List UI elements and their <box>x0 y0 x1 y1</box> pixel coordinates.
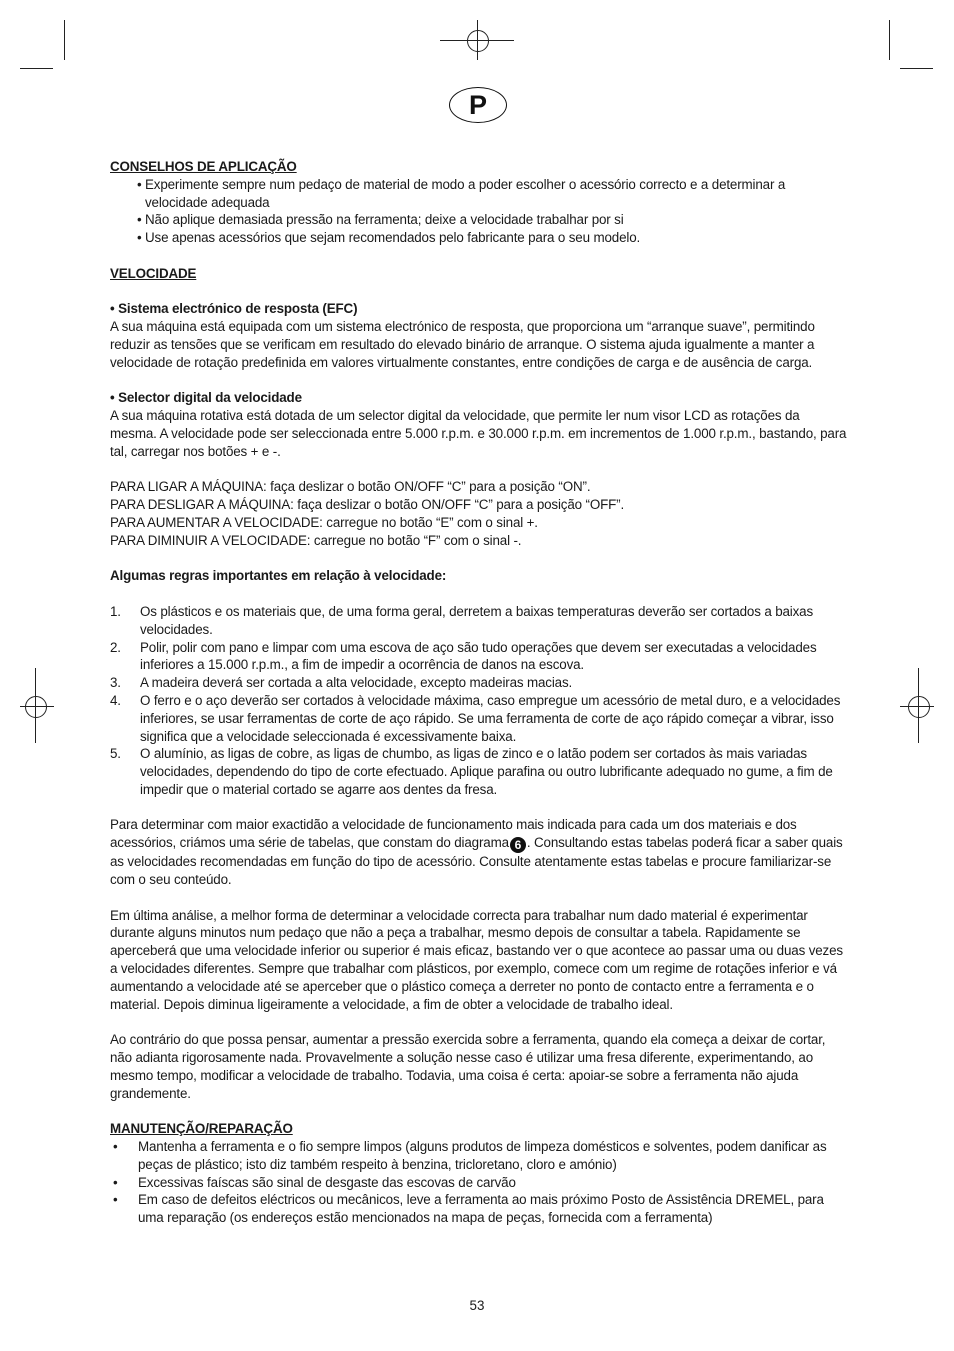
crop-mark-top-left-h <box>20 68 53 69</box>
rules-list <box>110 603 848 799</box>
manutencao-list <box>110 1138 848 1227</box>
crop-mark-top-right-h <box>900 68 933 69</box>
aplicacao-list <box>110 176 848 247</box>
efc-text: A sua máquina está equipada com um sistema electrónico de resposta, que proporciona um “arranque suave”, permitindo reduzir as tensões que se verificam em resultado do elevado binário de arranque. O sistema ajuda igualmente a manter a velocidade de rotação predefinida em valores virtualmente constantes, entre condições de carga e de ausência de carga. <box>110 319 815 370</box>
list-item: 3. A madeira deverá ser cortada a alta velocidade, excepto madeiras macias. <box>110 675 573 691</box>
instruction-line: PARA DESLIGAR A MÁQUINA: faça deslizar o botão ON/OFF “C” para a posição “OFF”. <box>110 497 625 513</box>
efc-title: • Sistema electrónico de resposta (EFC) <box>110 301 358 317</box>
list-item: 2. Polir, polir com pano e limpar com uma escova de aço são tudo operações que devem ser executadas a velocidades inferiores a 15.000 r.p.m., a fim de impedir a ocorrência de danos na escova. <box>110 639 817 673</box>
list-item: • Não aplique demasiada pressão na ferramenta; deixe a velocidade trabalhar por si <box>137 212 624 228</box>
selector-title: • Selector digital da velocidade <box>110 390 302 406</box>
paragraph-pressure: Ao contrário do que possa pensar, aumentar a pressão exercida sobre a ferramenta, quando ela começa a deixar de cortar, não adianta rigorosamente nada. Provavelmente a solução nesse caso é utilizar uma fresa diferente, experimentando, ao mesmo tempo, modificar a velocidade de trabalho. Todavia, uma coisa é certa: apoiar-se sobre a ferramenta não ajuda grandemente. <box>110 1032 826 1101</box>
selector-text: A sua máquina rotativa está dotada de um selector digital da velocidade, que permite ler num visor LCD as rotações da mesma. A velocidade pode ser seleccionada entre 5.000 r.p.m. e 30.000 r.p.m. em incrementos de 1.000 r.p.m., bastando, para tal, carregar nos botões + e -. <box>110 408 847 459</box>
section-title-velocidade: VELOCIDADE <box>110 265 197 281</box>
list-item: • Em caso de defeitos eléctricos ou mecânicos, leve a ferramenta ao mais próximo Posto de Assistência DREMEL, para uma reparação (os endereços estão mencionados na mapa de peças, fornecida com a ferramenta) <box>113 1192 824 1226</box>
list-item: 5. O alumínio, as ligas de cobre, as ligas de chumbo, as ligas de zinco e o latão podem ser cortados às mais variadas velocidades, dependendo do tipo de corte efectuado. Aplique parafina ou outro lubrificante adequado no gume, a fim de impedir que o material cortado se agarre aos dentes da fresa. <box>110 746 833 797</box>
list-item: • Use apenas acessórios que sejam recomendados pelo fabricante para o seu modelo. <box>137 230 641 246</box>
paragraph-test-speed: Em última análise, a melhor forma de determinar a velocidade correcta para trabalhar num dado material é experimentar durante alguns minutos num pedaço que não a peça a trabalhar, mesmo depois de consultar a tabela. Rapidamente se aperceberá que uma velocidade inferior ou superior é mais eficaz, bastando ver o que acontece ao passar uma ou duas vezes a velocidades diferentes. Sempre que trabalhar com plásticos, por exemplo, comece com um regime de rotações inferior e vá aumentando a velocidade até se aperceber que o plástico começa a derreter no ponto de contacto entre a ferramenta e o material. Depois diminua ligeiramente a velocidade, a fim de obter a velocidade de trabalho ideal. <box>110 907 843 1012</box>
list-item: • Mantenha a ferramenta e o fio sempre limpos (alguns produtos de limpeza domésticos e solventes, podem danificar as peças de plástico; isto diz também respeito à benzina, tricloretano, cloro e amónio) <box>113 1139 827 1172</box>
crop-mark-top-left-v <box>64 20 65 60</box>
paragraph-diagram: Para determinar com maior exactidão a velocidade de funcionamento mais indicada para cada um dos materiais e dos acessórios, criámos uma série de tabelas, que constam do diagrama 6 . Consultando estas tabelas poderá ficar a saber quais as velocidades recomendadas em função do tipo de acessório. Consulte atentamente estas tabelas e procure familiarizar-se com o seu conteúdo. <box>110 817 843 888</box>
section-title-aplicacao: CONSELHOS DE APLICAÇÃO <box>110 159 297 174</box>
list-item: • Experimente sempre num pedaço de material de modo a poder escolher o acessório correcto e a determinar a velocidade adequada <box>137 176 786 210</box>
instruction-line: PARA LIGAR A MÁQUINA: faça deslizar o botão ON/OFF “C” para a posição “ON”. <box>110 479 591 495</box>
list-item: 4. O ferro e o aço deverão ser cortados à velocidade máxima, caso empregue um acessório de metal duro, e a velocidades inferiores, se usar ferramentas de corte de aço rápido. Se uma ferramenta de corte de aço rápido começar a vibrar, isso significa que a velocidade seleccionada é excessivamente baixa. <box>110 692 841 744</box>
page-number: 53 <box>469 1298 485 1313</box>
list-item: • Excessivas faíscas são sinal de desgaste das escovas de carvão <box>113 1174 516 1190</box>
instruction-line: PARA DIMINUIR A VELOCIDADE: carregue no botão “F” com o sinal -. <box>110 532 522 548</box>
section-title-manutencao: MANUTENÇÃO/REPARAÇÃO <box>110 1121 293 1137</box>
registration-circle-top <box>467 30 489 52</box>
diagram-number-icon: 6 <box>510 837 526 853</box>
rules-title: Algumas regras importantes em relação à velocidade: <box>110 568 447 584</box>
list-item: 1. Os plásticos e os materiais que, de uma forma geral, derretem a baixas temperaturas deverão ser cortados a baixas velocidades. <box>110 603 814 637</box>
registration-circle-right <box>908 696 930 718</box>
crop-mark-top-right-v <box>889 20 890 60</box>
instruction-line: PARA AUMENTAR A VELOCIDADE: carregue no botão “E” com o sinal +. <box>110 514 538 530</box>
registration-circle-left <box>25 696 47 718</box>
page-content <box>110 158 848 1227</box>
language-badge: P <box>449 87 507 123</box>
